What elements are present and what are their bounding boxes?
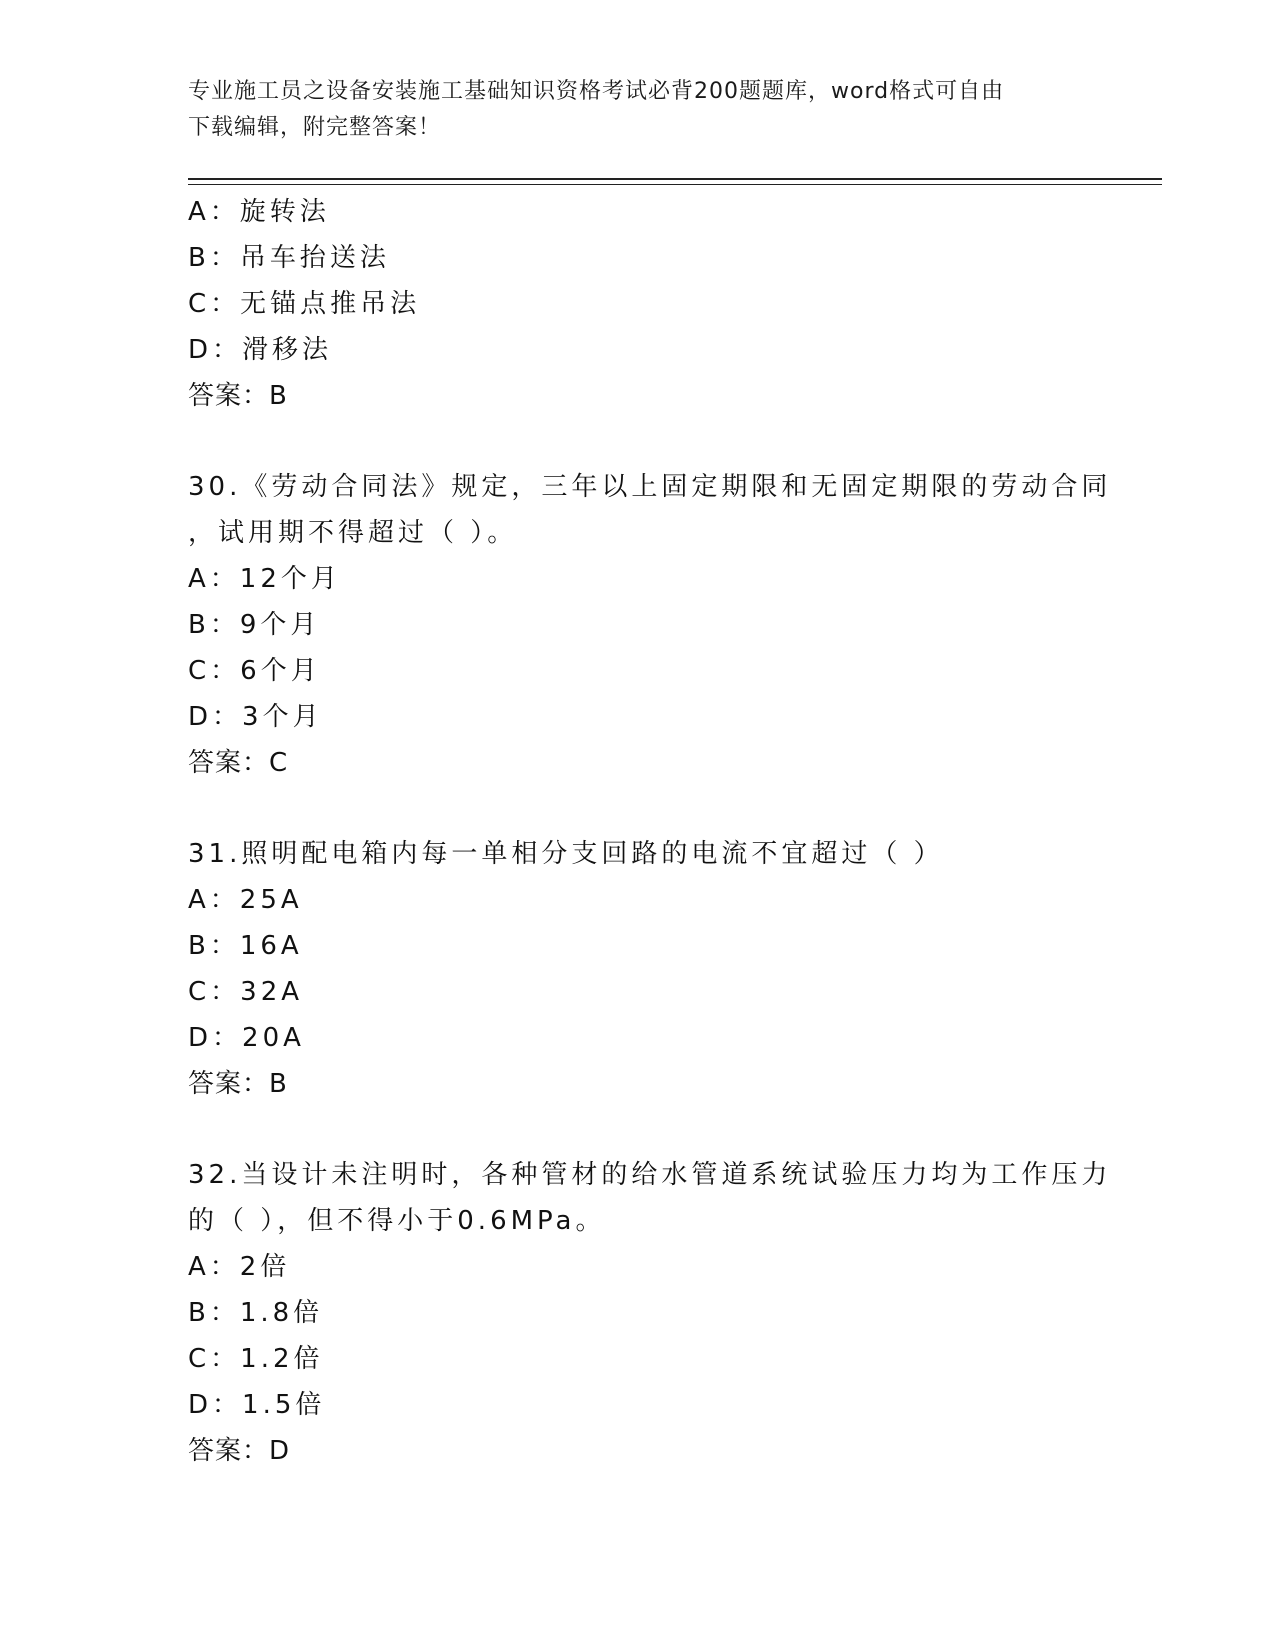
header-divider-thick	[188, 178, 1162, 180]
document-header	[188, 74, 1088, 146]
question-stem-line-1: 30.《劳动合同法》规定，三年以上固定期限和无固定期限的劳动合同	[188, 472, 1112, 502]
question-stem-line-1: 31.照明配电箱内每一单相分支回路的电流不宜超过（ ）	[188, 839, 944, 869]
question-30	[188, 464, 1112, 786]
option-a: A：旋转法	[188, 197, 330, 227]
option-b: B：1.8倍	[188, 1298, 324, 1328]
option-d: D：滑移法	[188, 335, 333, 365]
option-d: D：1.5倍	[188, 1390, 326, 1420]
question-stem-line-2: ，试用期不得超过（ ）。	[188, 518, 518, 548]
question-list	[188, 189, 1112, 1474]
option-b: B：16A	[188, 931, 303, 961]
question-32	[188, 1152, 1112, 1474]
option-b: B：9个月	[188, 610, 321, 640]
option-d: D：3个月	[188, 702, 323, 732]
answer: 答案：B	[188, 381, 288, 411]
question-stem-line-1: 32.当设计未注明时，各种管材的给水管道系统试验压力均为工作压力	[188, 1160, 1112, 1190]
option-a: A：2倍	[188, 1252, 291, 1282]
question-stem-line-2: 的（ ），但不得小于0.6MPa。	[188, 1206, 606, 1236]
option-c: C：无锚点推吊法	[188, 289, 421, 319]
option-c: C：1.2倍	[188, 1344, 324, 1374]
option-a: A：25A	[188, 885, 303, 915]
question-29	[188, 189, 1088, 419]
option-d: D：20A	[188, 1023, 305, 1053]
question-31	[188, 831, 1088, 1107]
header-line-1: 专业施工员之设备安装施工基础知识资格考试必背200题题库，word格式可自由	[188, 79, 1005, 104]
answer: 答案：C	[188, 748, 289, 778]
header-line-2: 下载编辑，附完整答案！	[188, 115, 442, 140]
answer: 答案：D	[188, 1436, 291, 1466]
option-c: C：32A	[188, 977, 304, 1007]
option-b: B：吊车抬送法	[188, 243, 390, 273]
option-a: A：12个月	[188, 564, 341, 594]
header-divider-thin	[188, 184, 1162, 185]
answer: 答案：B	[188, 1069, 288, 1099]
option-c: C：6个月	[188, 656, 321, 686]
